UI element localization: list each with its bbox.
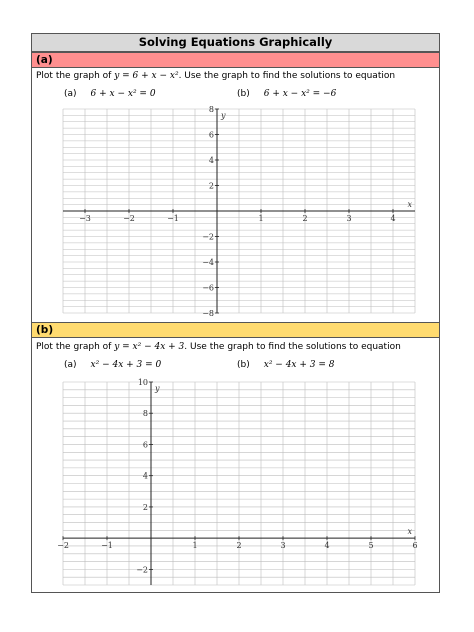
function-equation: y = x² − 4x + 3 — [114, 342, 185, 352]
question-equation: x² − 4x + 3 = 8 — [263, 360, 335, 370]
y-tick-label: −6 — [202, 283, 214, 293]
y-tick-label: −2 — [202, 232, 214, 242]
x-tick-label: −1 — [101, 541, 113, 551]
part-b-instruction — [36, 342, 401, 352]
y-tick-label: 6 — [142, 440, 148, 450]
y-axis-label: y — [155, 384, 160, 393]
y-axis-label: y — [221, 111, 226, 120]
y-tick-label: 4 — [208, 156, 214, 165]
x-tick-label: 6 — [412, 541, 418, 551]
question-label: (b) — [237, 360, 250, 370]
worksheet — [31, 33, 440, 593]
instruction-text: Plot the graph of — [36, 71, 115, 81]
part-b-question-b — [237, 360, 334, 370]
x-tick-label: −1 — [167, 214, 179, 223]
y-tick-label: 2 — [208, 181, 214, 191]
question-label: (a) — [64, 89, 77, 99]
x-tick-label: 5 — [368, 541, 374, 551]
x-tick-label: −3 — [79, 214, 91, 223]
y-tick-label: 8 — [208, 105, 214, 114]
graph-b — [57, 378, 418, 585]
x-tick-label: 1 — [192, 541, 198, 551]
x-tick-label: 4 — [390, 214, 396, 223]
y-tick-label: −2 — [136, 565, 148, 575]
part-a-instruction — [36, 71, 395, 81]
x-tick-label: 3 — [346, 214, 352, 223]
question-equation: x² − 4x + 3 = 0 — [90, 360, 162, 370]
question-equation: 6 + x − x² = 0 — [90, 89, 156, 99]
worksheet-title: Solving Equations Graphically — [32, 34, 439, 52]
y-tick-label: 4 — [142, 471, 148, 481]
y-tick-label: −8 — [202, 309, 214, 318]
instruction-text: Plot the graph of — [36, 342, 115, 352]
x-tick-label: 1 — [258, 214, 264, 223]
instruction-text: . Use the graph to find the solutions to equation — [184, 342, 401, 352]
graph-a — [63, 105, 415, 318]
x-tick-label: −2 — [57, 541, 69, 551]
y-tick-label: 10 — [137, 378, 148, 387]
x-tick-label: 3 — [280, 541, 286, 551]
y-tick-label: −4 — [202, 258, 214, 267]
x-axis-label: x — [407, 200, 412, 209]
part-b-header: (b) — [32, 322, 439, 338]
x-axis-label: x — [407, 527, 412, 537]
question-equation: 6 + x − x² = −6 — [263, 89, 337, 99]
x-tick-label: 2 — [236, 541, 242, 551]
x-tick-label: 2 — [302, 214, 308, 223]
part-a-question-b — [237, 89, 336, 99]
question-label: (b) — [237, 89, 250, 99]
y-tick-label: 6 — [208, 130, 214, 140]
x-tick-label: −2 — [123, 214, 135, 223]
instruction-text: . Use the graph to find the solutions to equation — [178, 71, 396, 81]
y-tick-label: 2 — [142, 502, 148, 512]
y-tick-label: 8 — [142, 409, 148, 419]
part-b-question-a — [64, 360, 161, 370]
part-a-header: (a) — [32, 52, 439, 68]
x-tick-label: 4 — [324, 541, 330, 551]
question-label: (a) — [64, 360, 77, 370]
function-equation: y = 6 + x − x² — [114, 71, 179, 81]
part-a-question-a — [64, 89, 156, 99]
